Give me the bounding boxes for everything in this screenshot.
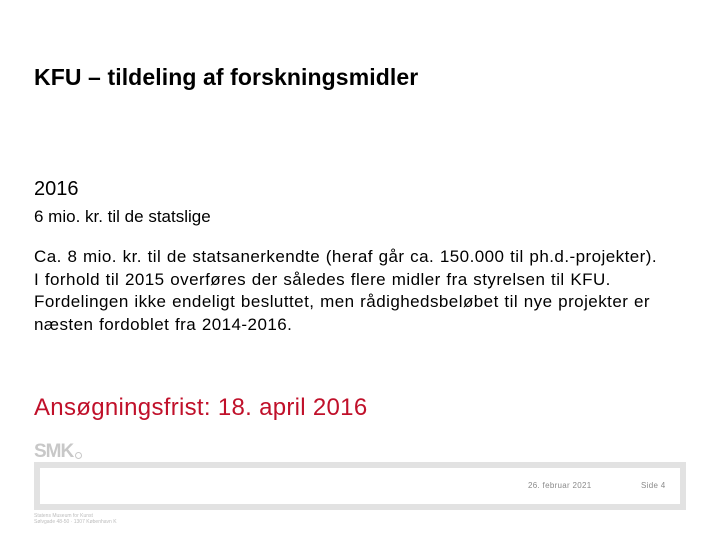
registered-mark-icon [75,452,82,459]
footer-page-number: Side 4 [641,481,666,490]
footer-date: 26. februar 2021 [528,481,592,490]
application-deadline: Ansøgningsfrist: 18. april 2016 [34,394,368,421]
logo-text: SMK [34,441,74,462]
state-funding-text: 6 mio. kr. til de statslige [34,207,211,226]
funding-paragraph: Ca. 8 mio. kr. til de statsanerkendte (heraf går ca. 150.000 til ph.d.-projekter). I forhold til 2015 overføres der således flere midler fra styrelsen til KFU. Fordelingen ikke endeligt besluttet, men rådighedsbeløbet til nye projekter er næsten fordoblet fra 2014-2016. [34,247,658,334]
org-line-2: Sølvgade 48-50 · 1307 København K [34,519,117,525]
footer-bar [34,462,686,510]
year-heading: 2016 [34,178,79,200]
org-line-1: Statens Museum for Kunst [34,513,93,519]
slide-title: KFU – tildeling af forskningsmidler [34,64,419,90]
footer-organization [34,513,117,525]
smk-logo [34,442,82,462]
slide-body [34,176,664,336]
